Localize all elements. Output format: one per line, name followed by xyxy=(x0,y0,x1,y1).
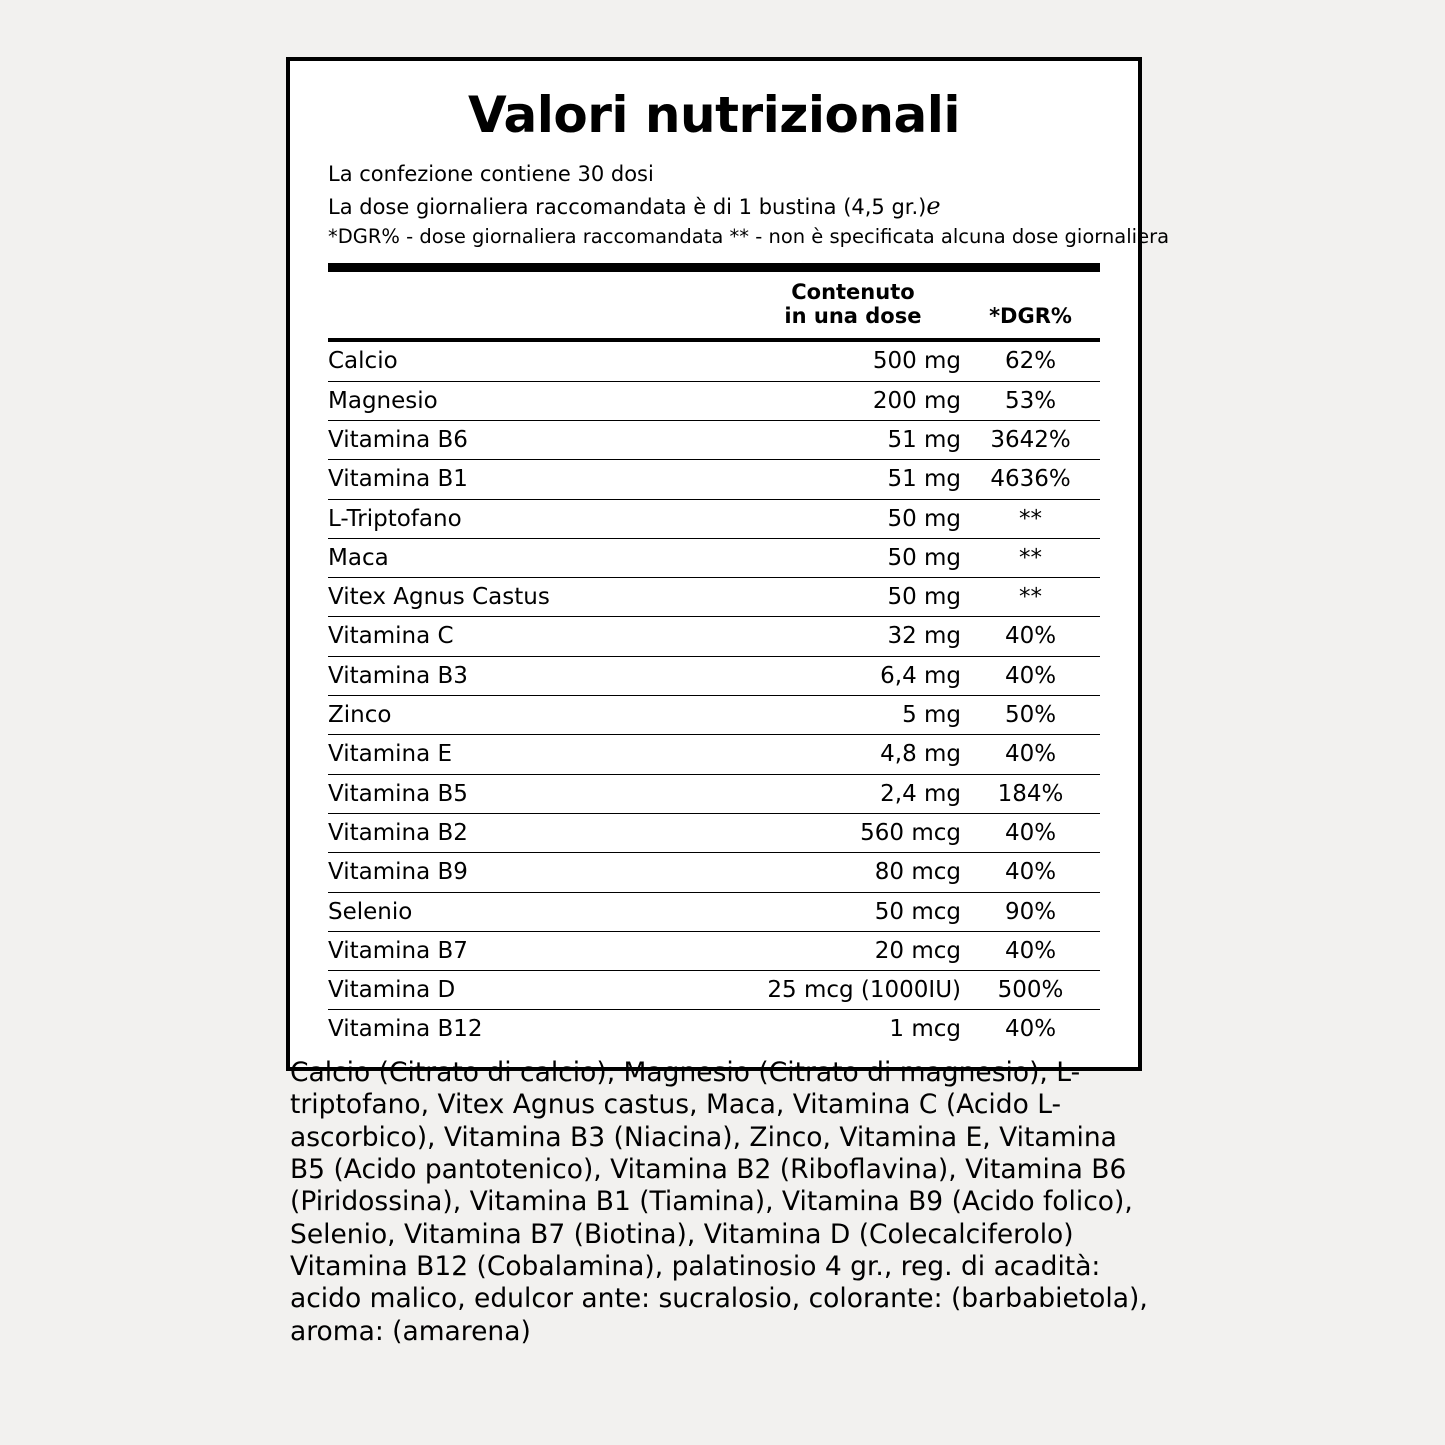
nutrient-name: Magnesio xyxy=(328,381,745,420)
nutrient-name: Maca xyxy=(328,538,745,577)
nutrient-dgr: 50% xyxy=(961,696,1100,735)
nutrient-name: Selenio xyxy=(328,892,745,931)
nutrient-dgr: ** xyxy=(961,578,1100,617)
nutrient-dgr: 3642% xyxy=(961,420,1100,459)
nutrient-amount: 25 mcg (1000IU) xyxy=(745,971,961,1010)
table-row xyxy=(328,460,1100,499)
table-row xyxy=(328,971,1100,1010)
nutrient-amount: 50 mg xyxy=(745,578,961,617)
table-body xyxy=(328,340,1100,1048)
nutrient-amount: 51 mg xyxy=(745,460,961,499)
nutrient-name: Vitamina C xyxy=(328,617,745,656)
nutrient-amount: 560 mcg xyxy=(745,813,961,852)
nutrient-dgr: 184% xyxy=(961,774,1100,813)
table-row xyxy=(328,499,1100,538)
header-amount-line2: in una dose xyxy=(784,304,922,329)
nutrient-dgr: 500% xyxy=(961,971,1100,1010)
nutrient-name: L-Triptofano xyxy=(328,499,745,538)
header-amount-line1: Contenuto xyxy=(791,280,915,305)
nutrient-name: Vitamina B7 xyxy=(328,931,745,970)
nutrient-dgr: 40% xyxy=(961,853,1100,892)
table-row xyxy=(328,813,1100,852)
nutrient-name: Vitex Agnus Castus xyxy=(328,578,745,617)
servings-per-container: La confezione contiene 30 dosi xyxy=(328,161,654,186)
table-head xyxy=(328,272,1100,340)
ingredients-text: Calcio (Citrato di calcio), Magnesio (Citrato di magnesio), L-triptofano, Vitex Agnus castus, Maca, Vitamina C (Acido L-ascorbico), Vitamina B3 (Niacina), Zinco, Vitamina E, Vitamina B5 (Acido pantotenico), Vitamina B2 (Riboflavina), Vitamina B6 (Piridossina), Vitamina B1 (Tiamina), Vitamina B9 (Acido folico), Selenio, Vitamina B7 (Biotina), Vitamina D (Colecalciferolo) Vitamina B12 (Cobalamina), palatinosio 4 gr., reg. di acadità: acido malico, edulcor ante: sucralosio, colorante: (barbabietola), aroma: (amarena) xyxy=(290,1057,1148,1347)
nutrient-amount: 5 mg xyxy=(745,696,961,735)
table-row xyxy=(328,420,1100,459)
nutrient-name: Vitamina B1 xyxy=(328,460,745,499)
table-row xyxy=(328,931,1100,970)
nutrient-amount: 20 mcg xyxy=(745,931,961,970)
nutrient-dgr: 40% xyxy=(1004,1016,1057,1043)
table-top-rule xyxy=(328,263,1100,272)
table-row xyxy=(328,853,1100,892)
header-nutrient xyxy=(328,272,745,340)
table-row xyxy=(328,617,1100,656)
table-header-row xyxy=(328,272,1100,340)
nutrient-name: Vitamina D xyxy=(328,971,745,1010)
header-dgr: *DGR% xyxy=(961,272,1100,340)
table-row xyxy=(328,340,1100,381)
table-row xyxy=(328,696,1100,735)
nutrient-amount: 200 mg xyxy=(745,381,961,420)
e-mark-icon: e xyxy=(926,192,941,221)
table-row xyxy=(328,538,1100,577)
dgr-footnote: *DGR% - dose giornaliera raccomandata ** - non è specificata alcuna dose giornaliera xyxy=(328,225,1170,249)
panel-title: Valori nutrizionali xyxy=(468,86,960,144)
nutrient-name: Vitamina B9 xyxy=(328,853,745,892)
nutrient-dgr: 90% xyxy=(961,892,1100,931)
nutrient-amount: 4,8 mg xyxy=(745,735,961,774)
nutrient-amount: 80 mcg xyxy=(745,853,961,892)
table-row xyxy=(328,735,1100,774)
nutrient-dgr: ** xyxy=(961,499,1100,538)
nutrient-dgr: 40% xyxy=(961,735,1100,774)
nutrient-dgr: ** xyxy=(961,538,1100,577)
nutrient-dgr: 40% xyxy=(961,617,1100,656)
nutrient-name: Vitamina B5 xyxy=(328,774,745,813)
daily-dose-text: La dose giornaliera raccomandata è di 1 bustina (4,5 gr.) xyxy=(328,195,927,220)
daily-dose-line xyxy=(328,189,1110,223)
serving-info xyxy=(314,160,1170,252)
nutrition-facts-panel xyxy=(286,57,1170,1071)
nutrient-amount: 1 mcg xyxy=(889,1016,962,1043)
nutrient-name: Vitamina B3 xyxy=(328,656,745,695)
table-row xyxy=(328,774,1100,813)
nutrient-amount: 500 mg xyxy=(745,340,961,381)
nutrient-name: Vitamina B6 xyxy=(328,420,745,459)
nutrient-amount: 50 mg xyxy=(745,499,961,538)
nutrient-dgr: 40% xyxy=(961,813,1100,852)
table-row xyxy=(328,381,1100,420)
nutrient-amount: 50 mcg xyxy=(745,892,961,931)
nutrient-dgr: 53% xyxy=(961,381,1100,420)
nutrient-amount: 32 mg xyxy=(745,617,961,656)
nutrient-name: Zinco xyxy=(328,696,745,735)
nutrient-name: Vitamina B2 xyxy=(328,813,745,852)
nutrient-dgr: 62% xyxy=(961,340,1100,381)
table-row xyxy=(328,892,1100,931)
table-row xyxy=(328,656,1100,695)
nutrient-name: Vitamina E xyxy=(328,735,745,774)
nutrient-amount: 50 mg xyxy=(745,538,961,577)
table-row xyxy=(328,1010,1100,1049)
nutrient-dgr: 40% xyxy=(961,656,1100,695)
nutrient-dgr: 40% xyxy=(961,931,1100,970)
nutrition-table xyxy=(328,272,1100,1049)
nutrient-name: Calcio xyxy=(328,340,745,381)
nutrient-amount: 51 mg xyxy=(745,420,961,459)
nutrient-name: Vitamina B12 xyxy=(328,1016,483,1043)
table-row xyxy=(328,578,1100,617)
nutrient-dgr: 4636% xyxy=(961,460,1100,499)
nutrient-amount: 2,4 mg xyxy=(745,774,961,813)
nutrient-amount: 6,4 mg xyxy=(745,656,961,695)
header-amount xyxy=(745,272,961,340)
